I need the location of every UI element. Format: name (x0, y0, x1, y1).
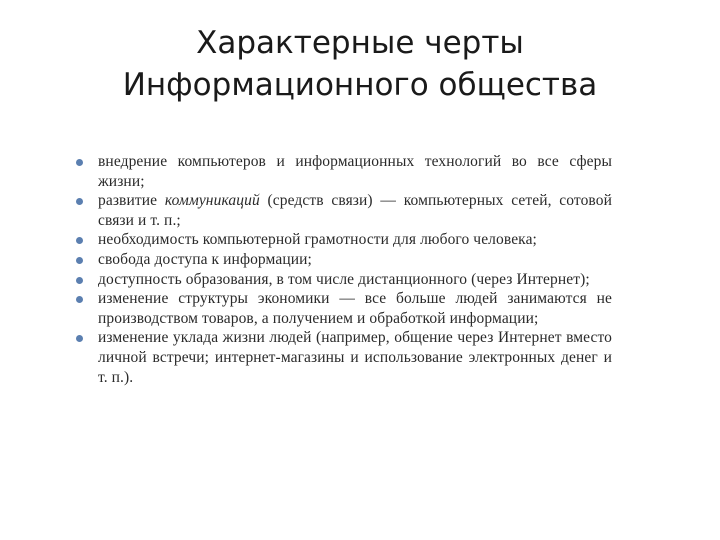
feature-list (72, 152, 612, 387)
bullet-icon (76, 237, 83, 244)
slide-title-line-2: Информационного общества (122, 67, 598, 103)
list-item-emphasis: коммуникаций (164, 192, 260, 210)
bullet-icon (76, 198, 83, 205)
list-item (72, 230, 612, 250)
slide-title-line-1: Характерные черты (196, 25, 524, 61)
list-item (72, 191, 612, 230)
list-item (72, 289, 612, 328)
list-item (72, 250, 612, 270)
list-item-text-prefix: развитие (98, 192, 165, 210)
list-item-text: внедрение компьютеров и информационных технологий во все сферы жизни; (98, 153, 612, 190)
list-item-text (98, 192, 612, 229)
bullet-icon (76, 277, 83, 284)
list-item-text: свобода доступа к информации; (98, 250, 312, 268)
slide-title (0, 22, 720, 106)
bullet-icon (76, 335, 83, 342)
list-item-text: доступность образования, в том числе дистанционного (через Интернет); (98, 270, 590, 288)
list-item-text: изменение структуры экономики — все больше людей занимаются не производством товаров, а получением и обработкой информации; (98, 290, 612, 327)
bullet-icon (76, 296, 83, 303)
list-item-text-suffix: (средств связи) — компьютерных сетей, сотовой связи и т. п.; (98, 192, 612, 229)
list-item (72, 270, 612, 290)
list-item-text: необходимость компьютерной грамотности для любого человека; (98, 231, 537, 249)
list-item (72, 152, 612, 191)
bullet-icon (76, 159, 83, 166)
scanned-textbook-excerpt (72, 152, 612, 472)
bullet-icon (76, 257, 83, 264)
list-item (72, 328, 612, 387)
list-item-text: изменение уклада жизни людей (например, общение через Интернет вместо личной встречи; интернет-магазины и использование электронных денег и т. п.). (98, 329, 612, 386)
